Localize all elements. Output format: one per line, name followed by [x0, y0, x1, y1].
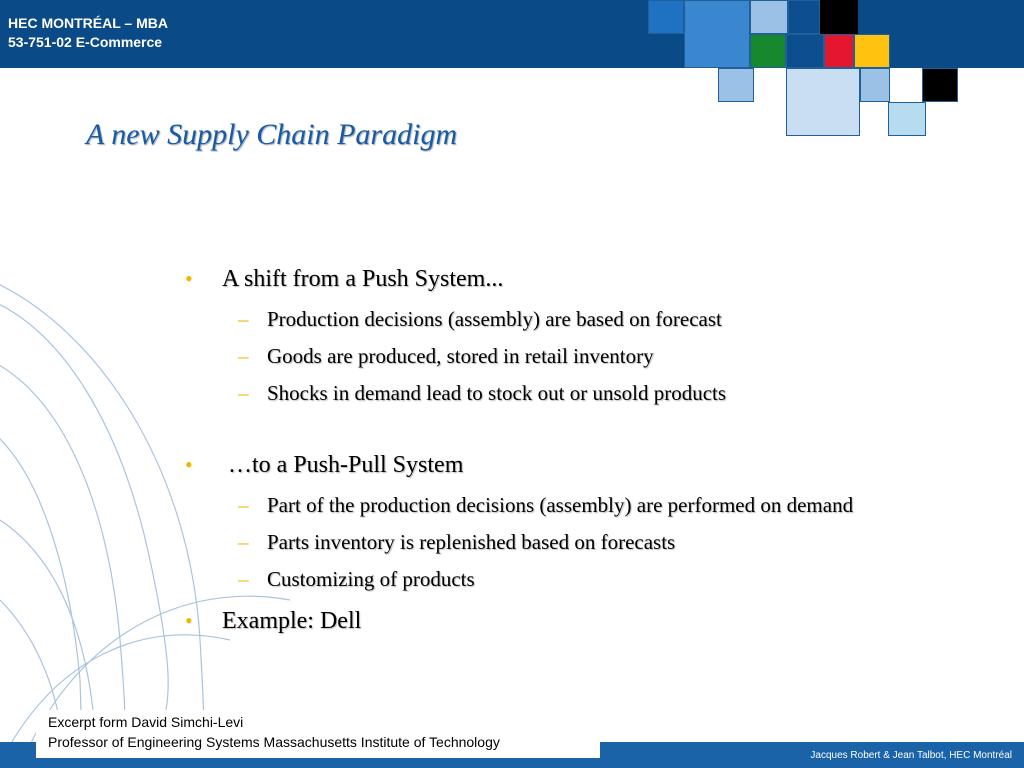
bullet-icon: • [185, 452, 193, 477]
sub-bullet-text: Production decisions (assembly) are based on forecast [267, 307, 722, 331]
bullet-item [185, 606, 925, 636]
slide-content [185, 264, 925, 636]
sub-bullet-text: Parts inventory is replenished based on forecasts [267, 530, 676, 554]
dash-icon: – [238, 381, 249, 405]
dash-icon: – [238, 344, 249, 368]
sub-bullet-item [185, 490, 925, 520]
bullet-item [185, 450, 925, 480]
author-credit: Jacques Robert & Jean Talbot, HEC Montréal [810, 750, 1012, 761]
sub-bullet-text: Customizing of products [267, 567, 475, 591]
dash-icon: – [238, 493, 249, 517]
sub-bullet-item [185, 304, 925, 334]
bullet-text: …to a Push-Pull System [222, 452, 464, 478]
sub-bullet-item [185, 341, 925, 371]
sub-bullet-item [185, 564, 925, 594]
bullet-icon: • [185, 608, 193, 633]
source-citation-line1: Excerpt form David Simchi-Levi [48, 714, 244, 730]
bullet-item [185, 264, 925, 294]
source-citation [48, 712, 500, 752]
sub-bullet-text: Part of the production decisions (assembly) are performed on demand [267, 493, 854, 517]
slide-title: A new Supply Chain Paradigm [86, 118, 458, 151]
dash-icon: – [238, 530, 249, 554]
dash-icon: – [238, 307, 249, 331]
sub-bullet-text: Goods are produced, stored in retail inventory [267, 344, 654, 368]
sub-bullet-item [185, 378, 925, 408]
sub-bullet-item [185, 527, 925, 557]
bullet-icon: • [185, 266, 193, 291]
bullet-text: Example: Dell [222, 608, 362, 634]
dash-icon: – [238, 567, 249, 591]
sub-bullet-text: Shocks in demand lead to stock out or unsold products [267, 381, 727, 405]
course-header-line2: 53-751-02 E-Commerce [8, 34, 163, 50]
course-header-line1: HEC MONTRÉAL – MBA [8, 15, 168, 31]
bullet-text: A shift from a Push System... [222, 266, 504, 292]
source-citation-line2: Professor of Engineering Systems Massachusetts Institute of Technology [48, 734, 500, 750]
